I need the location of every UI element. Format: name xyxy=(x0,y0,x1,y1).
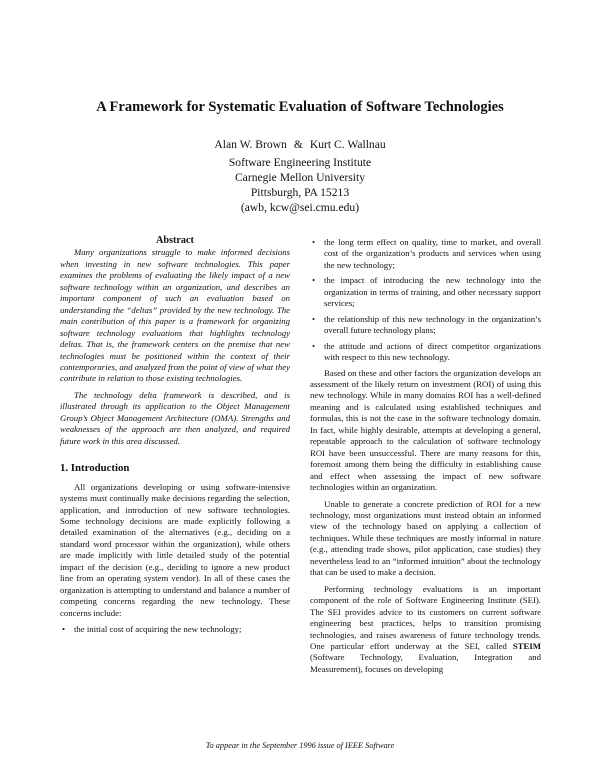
bullet-icon: • xyxy=(312,340,316,351)
author-line xyxy=(0,138,600,151)
concerns-list xyxy=(60,624,290,635)
list-item-text: the impact of introducing the new technology into the organization in terms of training, and other necessary support services; xyxy=(324,275,541,309)
abstract-paragraph: The technology delta framework is described, and is illustrated through its application to the Object Management Group’s Object Management Architecture (OMA). Strengths and weaknesses of the approach are then analyzed, and required future work in this area discussed. xyxy=(60,389,290,446)
list-item-text: the attitude and actions of direct competitor organizations with respect to this new technology. xyxy=(324,340,541,363)
list-item-text: the relationship of this new technology in the organization’s overall future technology plans; xyxy=(324,313,541,336)
affiliation-org: Software Engineering Institute xyxy=(228,156,372,169)
bullet-icon: • xyxy=(312,313,316,324)
right-column xyxy=(310,237,541,680)
author-name: Alan W. Brown xyxy=(214,138,287,151)
steim-keyword: STEIM xyxy=(512,640,542,651)
list-item xyxy=(310,314,541,337)
bullet-icon: • xyxy=(312,237,316,247)
bullet-icon: • xyxy=(312,275,316,286)
abstract-section xyxy=(60,235,290,447)
list-item-text: the long term effect on quality, time to market, and overall cost of the organization’s products and services when using the new technology; xyxy=(324,237,541,270)
affiliation-block xyxy=(0,155,600,215)
list-item xyxy=(310,275,541,309)
page-footer: To appear in the September 1996 issue of IEEE Software xyxy=(205,741,395,750)
list-item xyxy=(310,237,541,271)
paragraph-text: (Software Technology, Evaluation, Integration and Measurement), focuses on developing xyxy=(310,652,541,674)
abstract-heading: Abstract xyxy=(156,235,194,246)
affiliation-university: Carnegie Mellon University xyxy=(234,171,366,184)
paper-title: A Framework for Systematic Evaluation of Software Technologies xyxy=(96,99,504,115)
author-separator: & xyxy=(293,138,303,151)
body-paragraph: Based on these and other factors the organization develops an assessment of the likely return on investment (ROI) of using this new technology. While in many domains ROI has a well-defined meaning and is calculated using established techniques and formulas, this is not the case in the software technology domain. In fact, while highly desirable, attempts at developing a general, repeatable approach to the calculation of software technology ROI have been unsuccessful. There are many reasons for this, foremost among them being the difficulty in establishing cause and effect when assessing the impact of new software technologies within an organization. xyxy=(310,367,541,493)
author-name: Kurt C. Wallnau xyxy=(309,138,386,151)
body-paragraph xyxy=(310,584,541,676)
affiliation-email: (awb, kcw@sei.cmu.edu) xyxy=(240,201,360,214)
bullet-icon: • xyxy=(62,624,66,635)
paragraph-text: Performing technology evaluations is an important component of the role of Software Engineering Institute (SEI). The SEI provides advice to its customers on current software engineering best practices, helps to transition promising technologies, and raises awareness of future technology trends. One particular effort underway at the SEI, called xyxy=(310,583,541,651)
body-paragraph: All organizations developing or using software-intensive systems must continually make decisions regarding the selection, application, and introduction of new software technologies. Some technology decisions are made explicitly following a detailed examination of the alternatives (e.g., deciding on a standard word processor within the organization), while others are made implicitly with little detailed study of the potential impact of the decision (e.g., deciding to ignore a new product line from an operating system vendor). In all of these cases the organization is attempting to understand and balance a number of competing concerns regarding the new technology. These concerns include: xyxy=(60,481,290,618)
list-item-text: the initial cost of acquiring the new technology; xyxy=(74,624,242,635)
left-column xyxy=(60,235,290,640)
section-heading-introduction: 1. Introduction xyxy=(60,462,130,475)
body-paragraph: Unable to generate a concrete prediction of ROI for a new technology, most organizations must instead obtain an informed view of the technology based on applying a collection of techniques. While these techniques are mostly informal in nature (e.g., attending trade shows, pilot application, case studies) they nevertheless lead to an “informed intuition” about the technology that can be used to make a decision. xyxy=(310,498,541,578)
list-item xyxy=(310,341,541,364)
list-item xyxy=(60,624,290,635)
concerns-list-continued xyxy=(310,237,541,364)
abstract-paragraph: Many organizations struggle to make informed decisions when investing in new software technologies. This paper examines the problems of evaluating the likely impact of a new software technology within an organization, and describes an important component of such an evaluation based on understanding the “deltas” provided by the new technology. The main contribution of this paper is a framework for organizing software technology evaluations that highlights technology deltas. That is, the framework centers on the premise that new technologies must be positioned within the context of their contemporaries, and analyzed from the point of view of what they contribute in relation to those existing technologies. xyxy=(60,247,290,384)
affiliation-city: Pittsburgh, PA 15213 xyxy=(250,186,350,199)
